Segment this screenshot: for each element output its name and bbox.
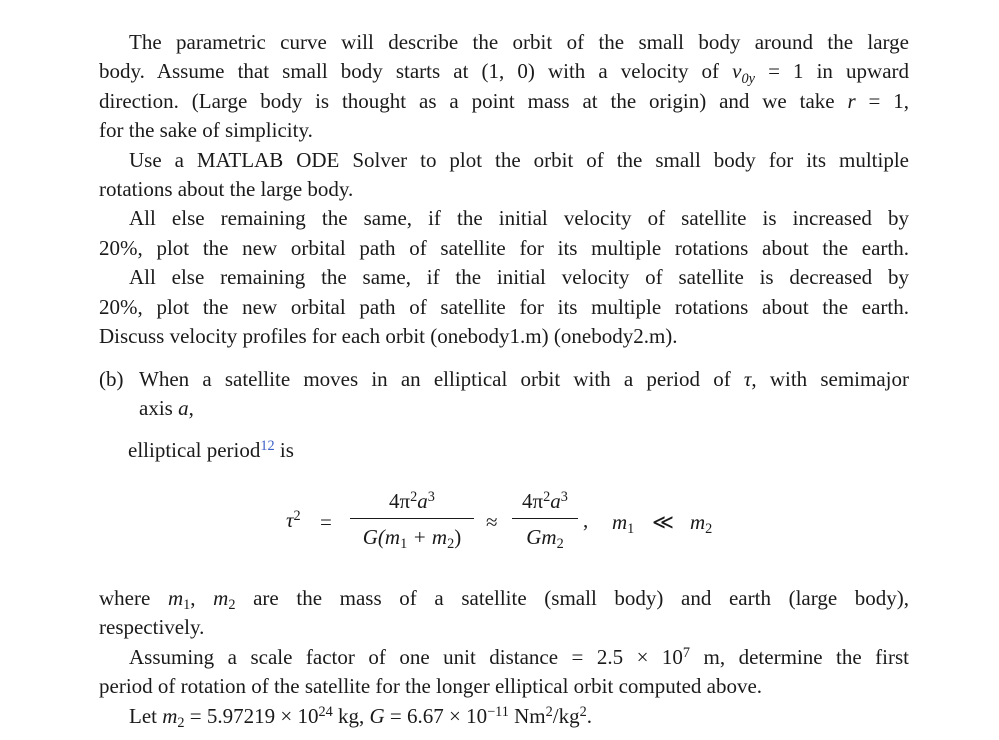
subscript: 2 [228, 597, 236, 614]
text-span: /kg [552, 704, 580, 728]
elliptical-period-line [128, 436, 628, 465]
equals-sign: = [320, 510, 332, 534]
paragraph-part-b [139, 365, 909, 424]
text-line [99, 643, 909, 672]
equation-lhs [286, 508, 301, 533]
text-line: 20%, plot the new orbital path of satellite for its multiple rotations about the earth. [99, 235, 909, 260]
subscript: 2 [556, 536, 564, 553]
text-span: = 1, [868, 88, 910, 113]
text-span: axis [139, 396, 173, 421]
text-line: Discuss velocity profiles for each orbit (onebody1.m) (onebody2.m). [99, 323, 678, 348]
text-line: respectively. [99, 615, 205, 640]
text-line [128, 436, 628, 465]
text-span: 4π [522, 489, 544, 513]
velocity-subscript: 0y [741, 70, 755, 87]
text-line: for the sake of simplicity. [99, 118, 313, 143]
text-line [99, 584, 909, 613]
subscript: 2 [447, 536, 455, 553]
exponent: 2 [410, 488, 418, 505]
text-span: . [586, 704, 593, 728]
text-line: period of rotation of the satellite for the longer elliptical orbit computed above. [99, 674, 763, 699]
text-line: 20%, plot the new orbital path of satellite for its multiple rotations about the earth. [99, 294, 909, 319]
text-span: Gm [526, 525, 557, 549]
semimajor-variable: a [178, 396, 189, 421]
text-span: = 1 in upward [768, 59, 910, 84]
paragraph-mass-definitions [99, 584, 909, 643]
paragraph-velocity-decrease [99, 263, 909, 351]
text-line [139, 365, 909, 394]
fraction-denominator [350, 522, 474, 552]
text-span: m [612, 510, 628, 534]
subscript: 1 [183, 597, 191, 614]
exponent: 7 [682, 644, 691, 661]
paragraph-scale-factor [99, 643, 909, 702]
text-line [139, 394, 909, 423]
mass-variable: m [213, 586, 229, 610]
text-span: elliptical period [128, 438, 261, 462]
text-span: where [99, 586, 151, 610]
text-span: m [690, 510, 706, 534]
text-span: Nm [508, 704, 546, 728]
subscript: 2 [177, 715, 185, 732]
text-span: body. Assume that small body starts at (1, 0) with a velocity of [99, 59, 720, 84]
exponent: −11 [487, 703, 509, 720]
text-span: m, determine the first [690, 645, 910, 669]
equation-comma: , [583, 508, 589, 532]
fraction-bar [350, 518, 474, 519]
subscript: 1 [400, 536, 408, 553]
text-span: direction. (Large body is thought as a point mass at the origin) and we take [99, 88, 835, 113]
text-span: ) [454, 525, 462, 549]
text-line: rotations about the large body. [99, 176, 354, 201]
text-span: are the mass of a satellite (small body) and earth (large body), [253, 586, 910, 610]
fraction-bar [512, 518, 578, 519]
condition-m2 [690, 510, 713, 538]
var-a: a [417, 489, 428, 513]
text-span: = 5.97219 × 10 [184, 704, 319, 728]
fraction-exact [350, 486, 474, 552]
exponent: 2 [543, 488, 551, 505]
text-span: G(m [362, 525, 401, 549]
approx-sign: ≈ [486, 510, 498, 534]
text-line: Use a MATLAB ODE Solver to plot the orbit of the small body for its multiple [129, 147, 909, 172]
paragraph-constants [99, 702, 909, 731]
text-span: Assuming a scale factor of one unit distance = 2.5 × 10 [129, 645, 683, 669]
text-span: , with semimajor [751, 367, 909, 391]
mass-variable: m [167, 586, 184, 610]
subscript: 2 [705, 521, 713, 538]
mass-variable: m [162, 704, 178, 728]
exponent: 24 [318, 703, 333, 720]
paragraph-matlab-solver [99, 146, 909, 205]
exponent: 2 [579, 703, 587, 720]
text-line [99, 57, 909, 86]
text-line [99, 87, 909, 116]
text-line: All else remaining the same, if the initial velocity of satellite is decreased by [129, 265, 909, 290]
text-span: = 6.67 × 10 [384, 704, 488, 728]
gravitational-constant-variable: G [369, 704, 385, 728]
fraction-denominator [512, 522, 578, 552]
text-span: is [279, 438, 294, 462]
paragraph-orbit-description [99, 28, 909, 146]
exponent: 3 [560, 488, 568, 505]
velocity-variable: v [732, 59, 742, 84]
condition-m1 [612, 510, 635, 538]
part-b-label: (b) [99, 367, 124, 391]
radius-variable: r [847, 88, 856, 113]
exponent: 3 [427, 488, 435, 505]
text-span: kg, [332, 704, 370, 728]
paragraph-velocity-increase [99, 204, 909, 263]
much-less-sign: ≪ [652, 510, 674, 534]
period-equation [0, 486, 999, 566]
fraction-approx [512, 486, 578, 552]
exponent: 2 [293, 507, 301, 524]
text-span: 4π [389, 489, 411, 513]
exponent: 2 [545, 703, 553, 720]
text-line: All else remaining the same, if the initial velocity of satellite is increased by [129, 206, 909, 231]
text-span: When a satellite moves in an elliptical orbit with a period of [139, 367, 731, 391]
footnote-ref[interactable]: 12 [260, 437, 275, 454]
text-line [99, 702, 909, 731]
text-line: The parametric curve will describe the orbit of the small body around the large [129, 30, 909, 54]
fraction-numerator [512, 486, 578, 516]
text-span: , [188, 396, 194, 421]
var-a: a [550, 489, 561, 513]
fraction-numerator [350, 486, 474, 516]
tau-symbol: τ [286, 508, 294, 532]
subscript: 1 [627, 521, 635, 538]
text-span: + m [407, 525, 448, 549]
text-span: Let [129, 704, 157, 728]
tau-variable: τ [743, 367, 752, 391]
text-span: , [190, 586, 196, 610]
